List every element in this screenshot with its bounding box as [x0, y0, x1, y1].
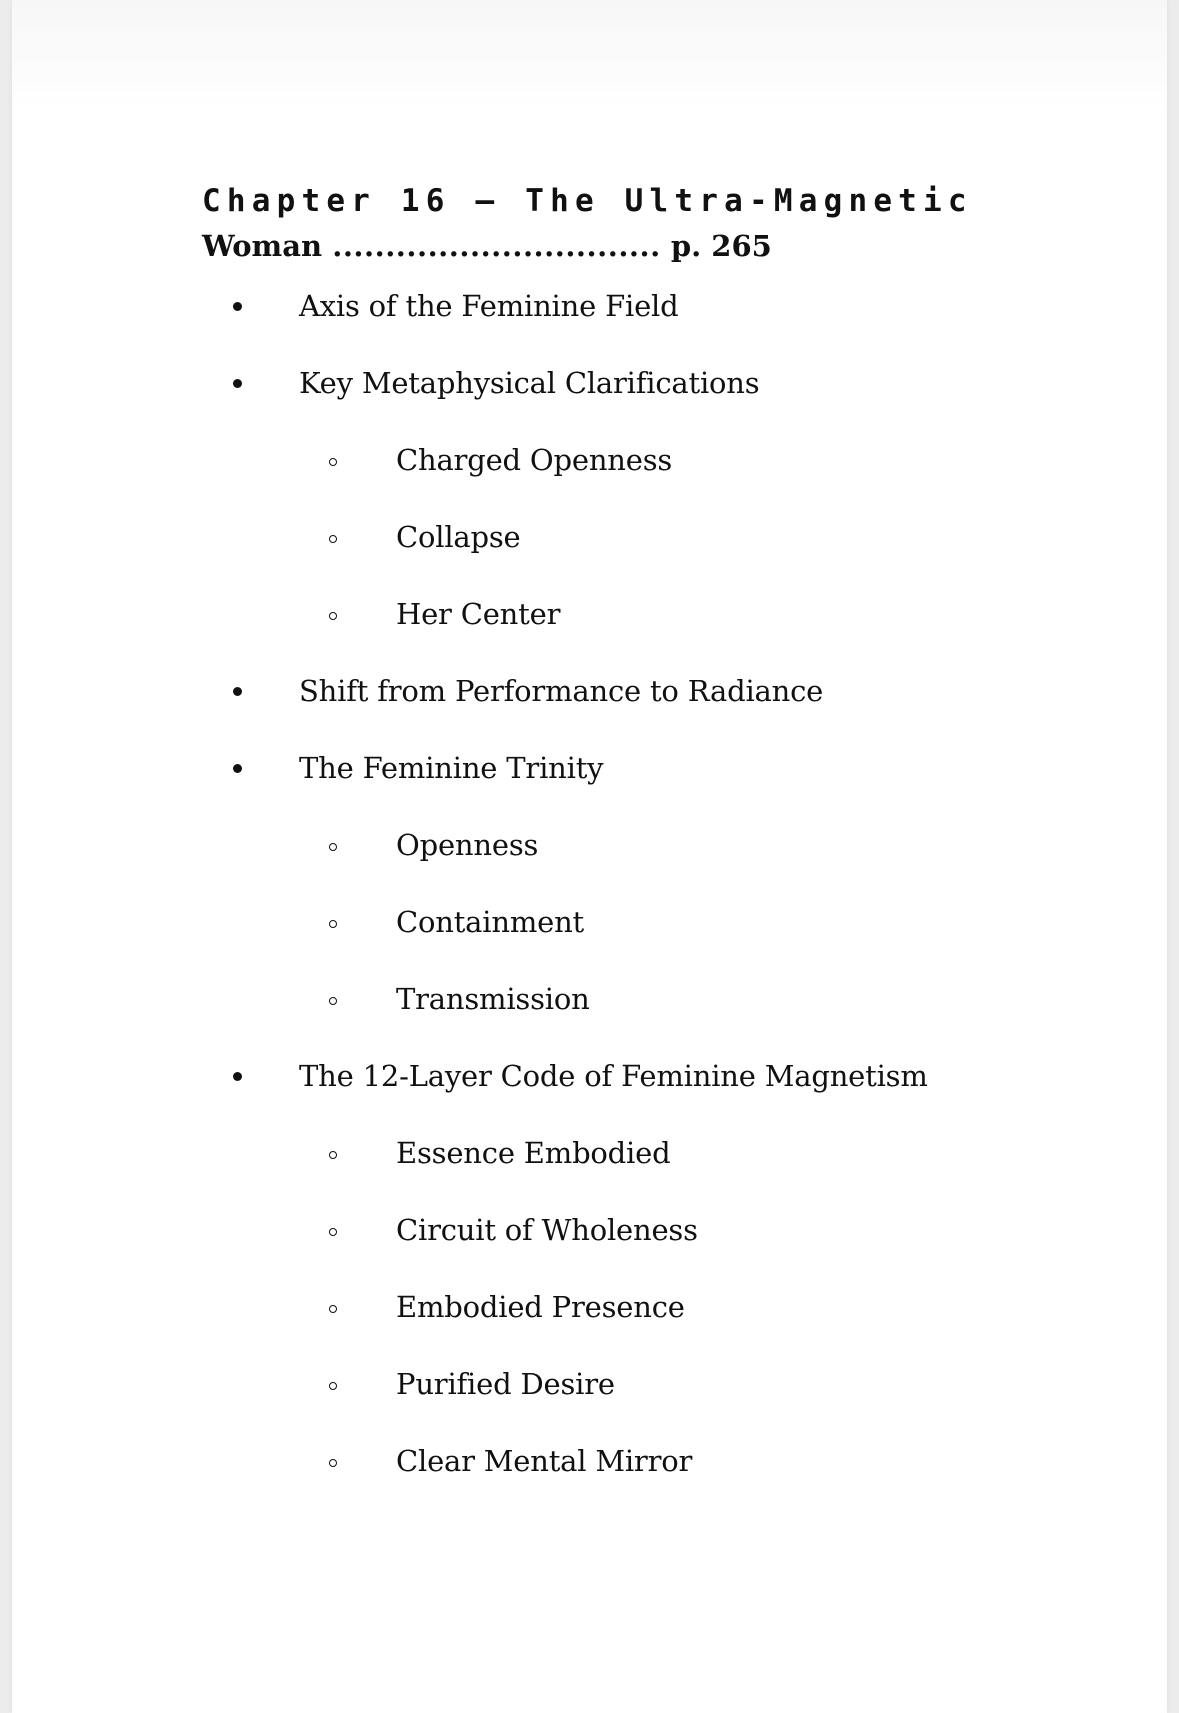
bullet-dot-icon	[233, 302, 242, 311]
sub-bullet-circle-icon	[329, 843, 337, 851]
toc-subitem-label: Embodied Presence	[396, 1290, 685, 1324]
toc-item-label: Axis of the Feminine Field	[299, 289, 679, 323]
page-top-shade	[12, 0, 1167, 110]
sub-bullet-circle-icon	[329, 997, 337, 1005]
sub-bullet-circle-icon	[329, 535, 337, 543]
toc-item	[12, 1056, 1167, 1096]
toc-item-label: The 12-Layer Code of Feminine Magnetism	[299, 1059, 928, 1093]
toc-subitem-label: Charged Openness	[396, 443, 673, 477]
chapter-heading	[202, 178, 1002, 268]
chapter-title-word: Woman	[202, 229, 323, 263]
toc-subitem-label: Circuit of Wholeness	[396, 1213, 698, 1247]
toc-subitem	[12, 1364, 1167, 1404]
chapter-heading-line1: Chapter 16 — The Ultra-Magnetic	[202, 183, 973, 219]
toc-subitem-label: Clear Mental Mirror	[396, 1444, 693, 1478]
toc-subitem-label: Containment	[396, 905, 585, 939]
toc-item-label: The Feminine Trinity	[299, 751, 604, 785]
toc-subitem	[12, 1210, 1167, 1250]
toc-subitem	[12, 979, 1167, 1019]
toc-subitem	[12, 1133, 1167, 1173]
toc-subitem	[12, 1287, 1167, 1327]
sub-bullet-circle-icon	[329, 1228, 337, 1236]
sub-bullet-circle-icon	[329, 1305, 337, 1313]
sub-bullet-circle-icon	[329, 1459, 337, 1467]
bullet-dot-icon	[233, 764, 242, 773]
sub-bullet-circle-icon	[329, 612, 337, 620]
toc-subitem	[12, 825, 1167, 865]
toc-item	[12, 286, 1167, 326]
toc-subitem	[12, 594, 1167, 634]
toc-leader-dots: ...............................	[332, 229, 661, 263]
toc-subitem-label: Her Center	[396, 597, 561, 631]
toc-subitem-label: Transmission	[396, 982, 590, 1016]
document-page	[12, 0, 1167, 1713]
sub-bullet-circle-icon	[329, 458, 337, 466]
sub-bullet-circle-icon	[329, 1151, 337, 1159]
sub-bullet-circle-icon	[329, 1382, 337, 1390]
bullet-dot-icon	[233, 1072, 242, 1081]
chapter-page-ref: p. 265	[670, 229, 772, 263]
toc-subitem-label: Purified Desire	[396, 1367, 615, 1401]
toc-item	[12, 671, 1167, 711]
toc-subitem-label: Collapse	[396, 520, 521, 554]
toc-item-label: Shift from Performance to Radiance	[299, 674, 824, 708]
toc-subitem	[12, 1441, 1167, 1481]
toc-subitem	[12, 517, 1167, 557]
chapter-heading-line2	[202, 224, 1002, 268]
toc-item-label: Key Metaphysical Clarifications	[299, 366, 760, 400]
toc-item	[12, 748, 1167, 788]
bullet-dot-icon	[233, 379, 242, 388]
toc-item	[12, 363, 1167, 403]
sub-bullet-circle-icon	[329, 920, 337, 928]
toc-subitem-label: Essence Embodied	[396, 1136, 671, 1170]
toc-subitem-label: Openness	[396, 828, 539, 862]
toc-subitem	[12, 902, 1167, 942]
bullet-dot-icon	[233, 687, 242, 696]
toc-subitem	[12, 440, 1167, 480]
